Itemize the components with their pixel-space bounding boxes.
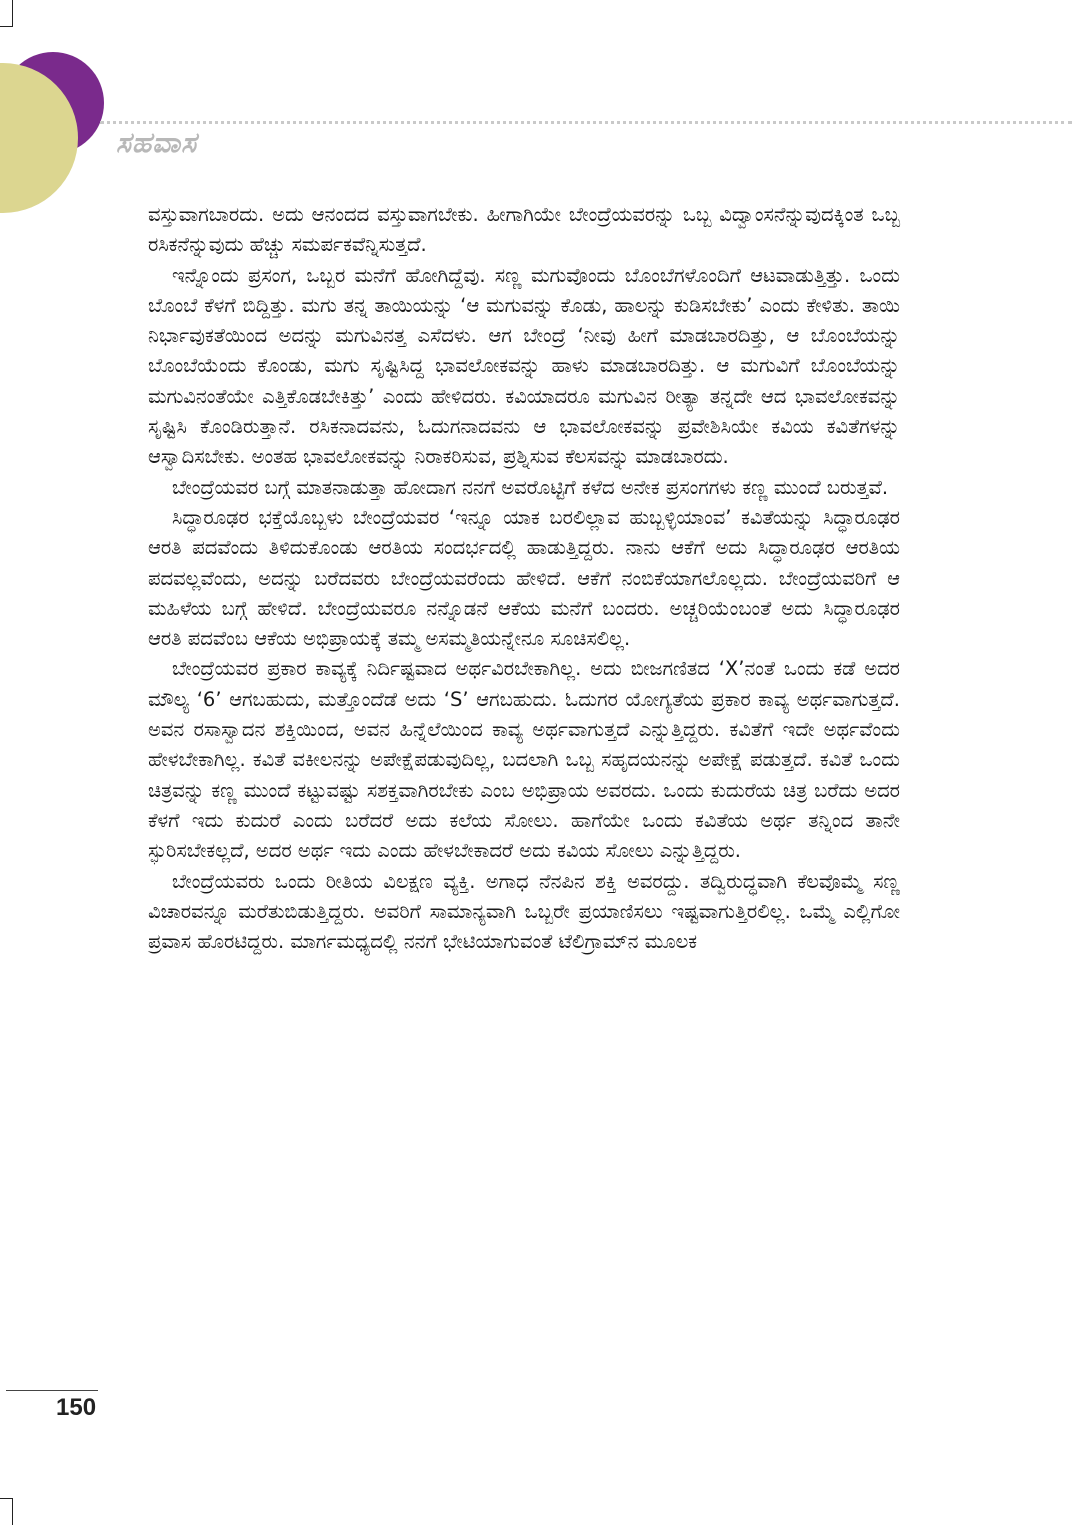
crop-mark-top-vertical: [12, 0, 13, 26]
header-dotted-rule: [100, 121, 1072, 124]
paragraph-4: ಸಿದ್ಧಾರೂಢರ ಭಕ್ತೆಯೊಬ್ಬಳು ಬೇಂದ್ರೆಯವರ ‘ಇನ್ನೂ ಯಾಕ ಬರಲಿಲ್ಲಾವ ಹುಬ್ಬಳ್ಳಿಯಾಂವ’ ಕವಿತೆಯನ್ನು ಸಿದ್ಧಾರೂಢರ ಆರತಿ ಪದವೆಂದು ತಿಳಿದುಕೊಂಡು ಆರತಿಯ ಸಂದರ್ಭದಲ್ಲಿ ಹಾಡುತ್ತಿದ್ದರು. ನಾನು ಆಕೆಗೆ ಅದು ಸಿದ್ಧಾರೂಢರ ಆರತಿಯ ಪದವಲ್ಲವೆಂದು, ಅದನ್ನು ಬರೆದವರು ಬೇಂದ್ರೆಯವರೆಂದು ಹೇಳಿದೆ. ಆಕೆಗೆ ನಂಬಿಕೆಯಾಗಲೊಲ್ಲದು. ಬೇಂದ್ರೆಯವರಿಗೆ ಆ ಮಹಿಳೆಯ ಬಗ್ಗೆ ಹೇಳಿದೆ. ಬೇಂದ್ರೆಯವರೂ ನನ್ನೊಡನೆ ಆಕೆಯ ಮನೆಗೆ ಬಂದರು. ಅಚ್ಚರಿಯೆಂಬಂತೆ ಅದು ಸಿದ್ಧಾರೂಢರ ಆರತಿ ಪದವೆಂಬ ಆಕೆಯ ಅಭಿಪ್ರಾಯಕ್ಕೆ ತಮ್ಮ ಅಸಮ್ಮತಿಯನ್ನೇನೂ ಸೂಚಿಸಲಿಲ್ಲ.: [148, 505, 900, 651]
crop-mark-top-horizontal: [0, 26, 13, 27]
paragraph-2: ಇನ್ನೊಂದು ಪ್ರಸಂಗ, ಒಬ್ಬರ ಮನೆಗೆ ಹೋಗಿದ್ದೆವು. ಸಣ್ಣ ಮಗುವೊಂದು ಬೊಂಬೆಗಳೊಂದಿಗೆ ಆಟವಾಡುತ್ತಿತ್ತು. ಒಂದು ಬೊಂಬೆ ಕೆಳಗೆ ಬಿದ್ದಿತ್ತು. ಮಗು ತನ್ನ ತಾಯಿಯನ್ನು ‘ಆ ಮಗುವನ್ನು ಕೊಡು, ಹಾಲನ್ನು ಕುಡಿಸಬೇಕು’ ಎಂದು ಕೇಳಿತು. ತಾಯಿ ನಿರ್ಭಾವುಕತೆಯಿಂದ ಅದನ್ನು ಮಗುವಿನತ್ತ ಎಸೆದಳು. ಆಗ ಬೇಂದ್ರೆ ‘ನೀವು ಹೀಗೆ ಮಾಡಬಾರದಿತ್ತು, ಆ ಬೊಂಬೆಯನ್ನು ಬೊಂಬೆಯೆಂದು ಕೊಂಡು, ಮಗು ಸೃಷ್ಟಿಸಿದ್ದ ಭಾವಲೋಕವನ್ನು ಹಾಳು ಮಾಡಬಾರದಿತ್ತು. ಆ ಮಗುವಿಗೆ ಬೊಂಬೆಯನ್ನು ಮಗುವಿನಂತೆಯೇ ಎತ್ತಿಕೊಡಬೇಕಿತ್ತು’ ಎಂದು ಹೇಳಿದರು. ಕವಿಯಾದರೂ ಮಗುವಿನ ರೀತ್ಯಾ ತನ್ನದೇ ಆದ ಭಾವಲೋಕವನ್ನು ಸೃಷ್ಟಿಸಿ ಕೊಂಡಿರುತ್ತಾನೆ. ರಸಿಕನಾದವನು, ಓದುಗನಾದವನು ಆ ಭಾವಲೋಕವನ್ನು ಪ್ರವೇಶಿಸಿಯೇ ಕವಿಯ ಕವಿತೆಗಳನ್ನು ಆಸ್ವಾದಿಸಬೇಕು. ಅಂತಹ ಭಾವಲೋಕವನ್ನು ನಿರಾಕರಿಸುವ, ಪ್ರಶ್ನಿಸುವ ಕೆಲಸವನ್ನು ಮಾಡಬಾರದು.: [148, 263, 900, 469]
crop-mark-bottom-vertical: [12, 1498, 13, 1525]
body-text: [148, 200, 900, 957]
paragraph-1: ವಸ್ತುವಾಗಬಾರದು. ಅದು ಆನಂದದ ವಸ್ತುವಾಗಬೇಕು. ಹೀಗಾಗಿಯೇ ಬೇಂದ್ರೆಯವರನ್ನು ಒಬ್ಬ ವಿದ್ವಾಂಸನೆನ್ನುವುದಕ್ಕಿಂತ ಒಬ್ಬ ರಸಿಕನೆನ್ನುವುದು ಹೆಚ್ಚು ಸಮರ್ಪಕವೆನ್ನಿಸುತ್ತದೆ.: [148, 203, 900, 257]
paragraph-3: ಬೇಂದ್ರೆಯವರ ಬಗ್ಗೆ ಮಾತನಾಡುತ್ತಾ ಹೋದಾಗ ನನಗೆ ಅವರೊಟ್ಟಿಗೆ ಕಳೆದ ಅನೇಕ ಪ್ರಸಂಗಗಳು ಕಣ್ಣ ಮುಂದೆ ಬರುತ್ತವೆ.: [172, 475, 889, 499]
page-number-rule: [6, 1390, 98, 1391]
paragraph-6: ಬೇಂದ್ರೆಯವರು ಒಂದು ರೀತಿಯ ವಿಲಕ್ಷಣ ವ್ಯಕ್ತಿ. ಅಗಾಧ ನೆನಪಿನ ಶಕ್ತಿ ಅವರದ್ದು. ತದ್ವಿರುದ್ಧವಾಗಿ ಕೆಲವೊಮ್ಮೆ ಸಣ್ಣ ವಿಚಾರವನ್ನೂ ಮರೆತುಬಿಡುತ್ತಿದ್ದರು. ಅವರಿಗೆ ಸಾಮಾನ್ಯವಾಗಿ ಒಬ್ಬರೇ ಪ್ರಯಾಣಿಸಲು ಇಷ್ಟವಾಗುತ್ತಿರಲಿಲ್ಲ. ಒಮ್ಮೆ ಎಲ್ಲಿಗೋ ಪ್ರವಾಸ ಹೊರಟಿದ್ದರು. ಮಾರ್ಗಮಧ್ಯದಲ್ಲಿ ನನಗೆ ಭೇಟಿಯಾಗುವಂತೆ ಟೆಲಿಗ್ರಾಮ್‌ನ ಮೂಲಕ: [148, 869, 900, 954]
section-title: ಸಹವಾಸ: [116, 126, 198, 159]
paragraph-5: ಬೇಂದ್ರೆಯವರ ಪ್ರಕಾರ ಕಾವ್ಯಕ್ಕೆ ನಿರ್ದಿಷ್ಟವಾದ ಅರ್ಥವಿರಬೇಕಾಗಿಲ್ಲ. ಅದು ಬೀಜಗಣಿತದ ‘X’ನಂತೆ ಒಂದು ಕಡೆ ಅದರ ಮೌಲ್ಯ ‘6’ ಆಗಬಹುದು, ಮತ್ತೊಂದೆಡೆ ಅದು ‘S’ ಆಗಬಹುದು. ಓದುಗರ ಯೋಗ್ಯತೆಯ ಪ್ರಕಾರ ಕಾವ್ಯ ಅರ್ಥವಾಗುತ್ತದೆ. ಅವನ ರಸಾಸ್ವಾದನ ಶಕ್ತಿಯಿಂದ, ಅವನ ಹಿನ್ನೆಲೆಯಿಂದ ಕಾವ್ಯ ಅರ್ಥವಾಗುತ್ತದೆ ಎನ್ನುತ್ತಿದ್ದರು. ಕವಿತೆಗೆ ಇದೇ ಅರ್ಥವೆಂದು ಹೇಳಬೇಕಾಗಿಲ್ಲ. ಕವಿತೆ ವಕೀಲನನ್ನು ಅಪೇಕ್ಷೆಪಡುವುದಿಲ್ಲ, ಬದಲಾಗಿ ಒಬ್ಬ ಸಹೃದಯನನ್ನು ಅಪೇಕ್ಷೆ ಪಡುತ್ತದೆ. ಕವಿತೆ ಒಂದು ಚಿತ್ರವನ್ನು ಕಣ್ಣ ಮುಂದೆ ಕಟ್ಟುವಷ್ಟು ಸಶಕ್ತವಾಗಿರಬೇಕು ಎಂಬ ಅಭಿಪ್ರಾಯ ಅವರದು. ಒಂದು ಕುದುರೆಯ ಚಿತ್ರ ಬರೆದು ಅದರ ಕೆಳಗೆ ಇದು ಕುದುರೆ ಎಂದು ಬರೆದರೆ ಅದು ಕಲೆಯ ಸೋಲು. ಹಾಗೆಯೇ ಒಂದು ಕವಿತೆಯ ಅರ್ಥ ತನ್ನಿಂದ ತಾನೇ ಸ್ಫುರಿಸಬೇಕಲ್ಲದೆ, ಅದರ ಅರ್ಥ ಇದು ಎಂದು ಹೇಳಬೇಕಾದರೆ ಅದು ಕವಿಯ ಸೋಲು ಎನ್ನುತ್ತಿದ್ದರು.: [148, 657, 900, 863]
page-number: 150: [56, 1394, 97, 1421]
